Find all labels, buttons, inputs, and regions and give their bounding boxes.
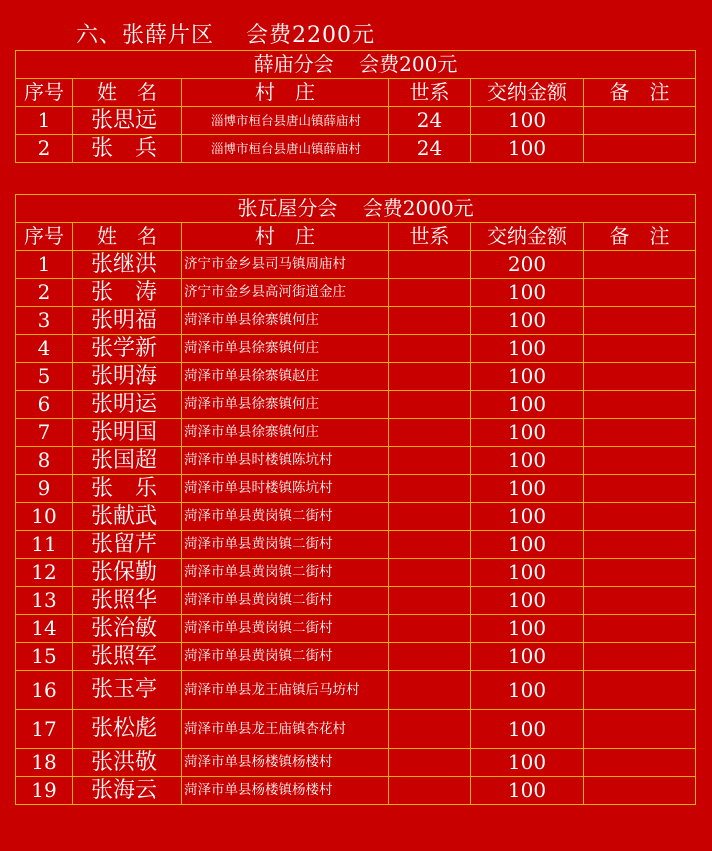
table-row <box>16 643 696 671</box>
remark <box>584 363 696 391</box>
village-address: 菏泽市单县龙王庙镇后马坊村 <box>182 671 389 710</box>
table-row <box>16 335 696 363</box>
village-address: 菏泽市单县徐寨镇何庄 <box>182 391 389 419</box>
table-row <box>16 475 696 503</box>
row-number: 2 <box>16 279 73 307</box>
table-row <box>16 503 696 531</box>
member-name: 张继洪 <box>73 251 182 279</box>
village-address: 菏泽市单县时楼镇陈坑村 <box>182 447 389 475</box>
row-number: 6 <box>16 391 73 419</box>
generation <box>389 671 471 710</box>
column-header-row <box>16 223 696 251</box>
member-name: 张松彪 <box>73 710 182 749</box>
paid-amount: 100 <box>471 335 584 363</box>
generation <box>389 307 471 335</box>
generation <box>389 559 471 587</box>
remark <box>584 279 696 307</box>
col-note-header: 备 注 <box>584 223 696 251</box>
row-number: 10 <box>16 503 73 531</box>
generation <box>389 503 471 531</box>
zhangwawu-branch-table <box>15 194 696 805</box>
remark <box>584 777 696 805</box>
generation <box>389 251 471 279</box>
generation <box>389 335 471 363</box>
member-name: 张献武 <box>73 503 182 531</box>
table-row <box>16 391 696 419</box>
row-number: 17 <box>16 710 73 749</box>
remark <box>584 335 696 363</box>
paid-amount: 100 <box>471 559 584 587</box>
generation <box>389 710 471 749</box>
column-header-row <box>16 79 696 107</box>
col-village-header: 村 庄 <box>182 223 389 251</box>
village-address: 菏泽市单县徐寨镇赵庄 <box>182 363 389 391</box>
member-name: 张照华 <box>73 587 182 615</box>
table-row <box>16 615 696 643</box>
paid-amount: 100 <box>471 391 584 419</box>
member-name: 张明福 <box>73 307 182 335</box>
village-address: 菏泽市单县黄岗镇二街村 <box>182 643 389 671</box>
paid-amount: 100 <box>471 710 584 749</box>
member-name: 张照军 <box>73 643 182 671</box>
generation <box>389 643 471 671</box>
remark <box>584 107 696 135</box>
village-address: 菏泽市单县黄岗镇二街村 <box>182 531 389 559</box>
generation: 24 <box>389 135 471 163</box>
remark <box>584 531 696 559</box>
row-number: 13 <box>16 587 73 615</box>
remark <box>584 503 696 531</box>
table-row <box>16 447 696 475</box>
generation <box>389 447 471 475</box>
village-address: 菏泽市单县时楼镇陈坑村 <box>182 475 389 503</box>
paid-amount: 100 <box>471 419 584 447</box>
table-row <box>16 587 696 615</box>
remark <box>584 391 696 419</box>
row-number: 1 <box>16 251 73 279</box>
table-row <box>16 251 696 279</box>
table-row <box>16 107 696 135</box>
paid-amount: 100 <box>471 363 584 391</box>
generation <box>389 363 471 391</box>
member-name: 张留芹 <box>73 531 182 559</box>
paid-amount: 100 <box>471 307 584 335</box>
page-title: 六、张薛片区 会费2200元 <box>76 23 375 48</box>
generation <box>389 391 471 419</box>
paid-amount: 100 <box>471 107 584 135</box>
col-no-header: 序号 <box>16 223 73 251</box>
member-name: 张国超 <box>73 447 182 475</box>
village-address: 菏泽市单县黄岗镇二街村 <box>182 587 389 615</box>
row-number: 7 <box>16 419 73 447</box>
village-address: 菏泽市单县徐寨镇何庄 <box>182 335 389 363</box>
paid-amount: 100 <box>471 475 584 503</box>
row-number: 4 <box>16 335 73 363</box>
village-address: 菏泽市单县徐寨镇何庄 <box>182 307 389 335</box>
paid-amount: 100 <box>471 749 584 777</box>
paid-amount: 100 <box>471 531 584 559</box>
remark <box>584 251 696 279</box>
generation <box>389 777 471 805</box>
col-name-header: 姓 名 <box>73 79 182 107</box>
paid-amount: 100 <box>471 615 584 643</box>
member-name: 张 兵 <box>73 135 182 163</box>
remark <box>584 307 696 335</box>
table-row <box>16 559 696 587</box>
table-row <box>16 710 696 749</box>
row-number: 12 <box>16 559 73 587</box>
generation: 24 <box>389 107 471 135</box>
col-village-header: 村 庄 <box>182 79 389 107</box>
section-heading: 薛庙分会 会费200元 <box>16 51 696 79</box>
remark <box>584 710 696 749</box>
village-address: 淄博市桓台县唐山镇薛庙村 <box>182 135 389 163</box>
col-amount-header: 交纳金额 <box>471 79 584 107</box>
row-number: 15 <box>16 643 73 671</box>
remark <box>584 135 696 163</box>
table-row <box>16 749 696 777</box>
remark <box>584 643 696 671</box>
table-row <box>16 307 696 335</box>
row-number: 14 <box>16 615 73 643</box>
generation <box>389 475 471 503</box>
generation <box>389 749 471 777</box>
row-number: 2 <box>16 135 73 163</box>
row-number: 9 <box>16 475 73 503</box>
member-name: 张明运 <box>73 391 182 419</box>
paid-amount: 100 <box>471 503 584 531</box>
row-number: 11 <box>16 531 73 559</box>
table-row <box>16 419 696 447</box>
village-address: 菏泽市单县徐寨镇何庄 <box>182 419 389 447</box>
paid-amount: 100 <box>471 587 584 615</box>
remark <box>584 419 696 447</box>
member-name: 张 乐 <box>73 475 182 503</box>
village-address: 菏泽市单县杨楼镇杨楼村 <box>182 777 389 805</box>
member-name: 张海云 <box>73 777 182 805</box>
village-address: 济宁市金乡县高河街道金庄 <box>182 279 389 307</box>
member-name: 张明海 <box>73 363 182 391</box>
village-address: 菏泽市单县黄岗镇二街村 <box>182 559 389 587</box>
col-generation-header: 世系 <box>389 79 471 107</box>
remark <box>584 587 696 615</box>
generation <box>389 279 471 307</box>
village-address: 济宁市金乡县司马镇周庙村 <box>182 251 389 279</box>
table-row <box>16 363 696 391</box>
row-number: 3 <box>16 307 73 335</box>
paid-amount: 100 <box>471 447 584 475</box>
row-number: 19 <box>16 777 73 805</box>
paid-amount: 100 <box>471 135 584 163</box>
village-address: 淄博市桓台县唐山镇薛庙村 <box>182 107 389 135</box>
paid-amount: 100 <box>471 279 584 307</box>
remark <box>584 559 696 587</box>
table-row <box>16 777 696 805</box>
member-name: 张玉亭 <box>73 671 182 710</box>
remark <box>584 615 696 643</box>
village-address: 菏泽市单县黄岗镇二街村 <box>182 503 389 531</box>
table-row <box>16 671 696 710</box>
remark <box>584 475 696 503</box>
paid-amount: 200 <box>471 251 584 279</box>
paid-amount: 100 <box>471 643 584 671</box>
generation <box>389 419 471 447</box>
col-no-header: 序号 <box>16 79 73 107</box>
generation <box>389 587 471 615</box>
table-row <box>16 279 696 307</box>
remark <box>584 671 696 710</box>
row-number: 1 <box>16 107 73 135</box>
xuemiao-branch-table <box>15 50 696 163</box>
section-heading-row <box>16 51 696 79</box>
col-amount-header: 交纳金额 <box>471 223 584 251</box>
row-number: 16 <box>16 671 73 710</box>
generation <box>389 531 471 559</box>
remark <box>584 749 696 777</box>
section-heading: 张瓦屋分会 会费2000元 <box>16 195 696 223</box>
paid-amount: 100 <box>471 777 584 805</box>
village-address: 菏泽市单县黄岗镇二街村 <box>182 615 389 643</box>
remark <box>584 447 696 475</box>
paid-amount: 100 <box>471 671 584 710</box>
village-address: 菏泽市单县龙王庙镇杏花村 <box>182 710 389 749</box>
table-row <box>16 531 696 559</box>
row-number: 8 <box>16 447 73 475</box>
member-name: 张明国 <box>73 419 182 447</box>
row-number: 5 <box>16 363 73 391</box>
generation <box>389 615 471 643</box>
section-heading-row <box>16 195 696 223</box>
col-generation-header: 世系 <box>389 223 471 251</box>
member-name: 张思远 <box>73 107 182 135</box>
col-note-header: 备 注 <box>584 79 696 107</box>
member-name: 张学新 <box>73 335 182 363</box>
table-row <box>16 135 696 163</box>
member-name: 张治敏 <box>73 615 182 643</box>
member-name: 张 涛 <box>73 279 182 307</box>
member-name: 张洪敬 <box>73 749 182 777</box>
village-address: 菏泽市单县杨楼镇杨楼村 <box>182 749 389 777</box>
row-number: 18 <box>16 749 73 777</box>
member-name: 张保勤 <box>73 559 182 587</box>
col-name-header: 姓 名 <box>73 223 182 251</box>
